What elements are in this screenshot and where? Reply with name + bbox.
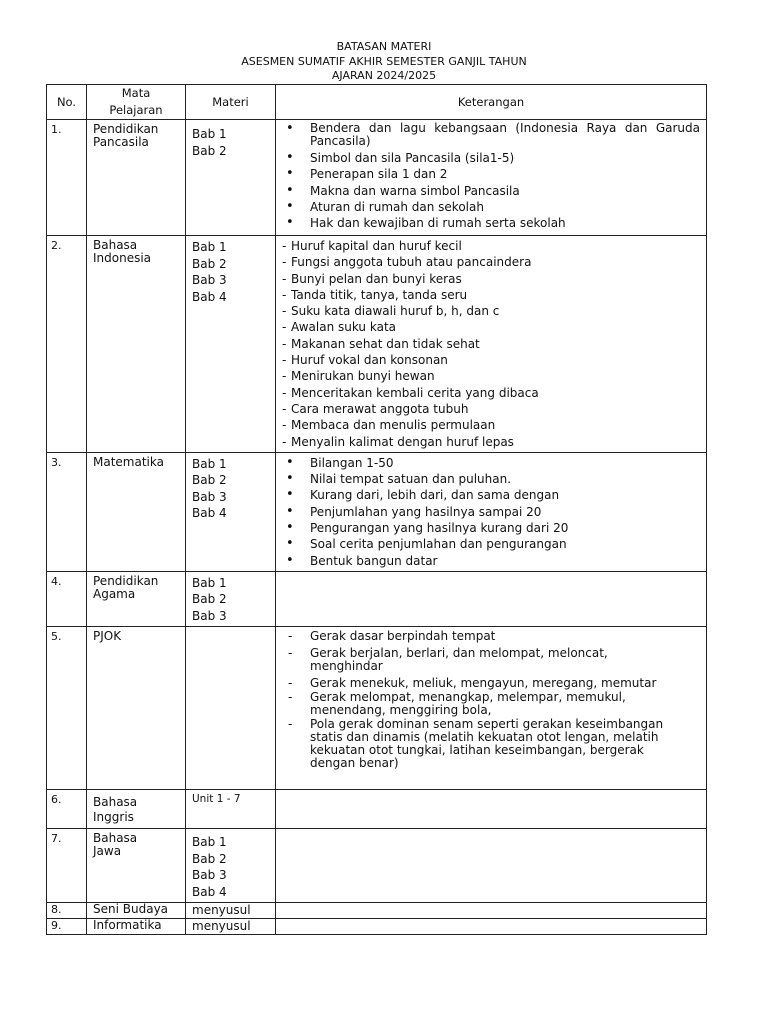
- materi-cell: [186, 627, 276, 790]
- keterangan-list: [284, 455, 700, 569]
- keterangan-cell: [276, 919, 707, 935]
- subject-line: Indonesia: [93, 251, 152, 265]
- keterangan-cell: [276, 120, 707, 236]
- materi-item: Bab 2: [192, 256, 227, 271]
- materi-item: Bab 1: [192, 835, 227, 850]
- table-row: [47, 790, 707, 829]
- keterangan-cell: [276, 627, 707, 790]
- keterangan-item: - Cara merawat anggota tubuh: [282, 401, 700, 417]
- materi-cell: [186, 903, 276, 919]
- materi-item: menyusul: [192, 919, 251, 934]
- keterangan-item: - Menyalin kalimat dengan huruf lepas: [282, 434, 700, 450]
- table-row: [47, 571, 707, 627]
- column-header-mata-pelajaran: [87, 85, 186, 120]
- keterangan-item: - Gerak menekuk, meliuk, mengayun, meregang, memutar: [284, 677, 678, 690]
- keterangan-item: • Makna dan warna simbol Pancasila: [284, 183, 700, 199]
- column-header-no: No.: [47, 85, 87, 120]
- keterangan-list: [282, 238, 700, 450]
- row-number: 9.: [47, 919, 87, 935]
- keterangan-item: - Makanan sehat dan tidak sehat: [282, 336, 700, 352]
- keterangan-item: - Gerak dasar berpindah tempat: [284, 630, 678, 643]
- subject-line: Inggris: [93, 810, 134, 825]
- materi-item: Bab 3: [192, 608, 227, 623]
- row-number: 2.: [47, 236, 87, 453]
- materi-item: Bab 4: [192, 506, 227, 521]
- materi-cell: [186, 236, 276, 453]
- subject-line: Matematika: [93, 454, 164, 469]
- materi-item: Bab 4: [192, 884, 227, 899]
- materi-item: Bab 1: [192, 127, 227, 141]
- subject-cell: [87, 829, 186, 903]
- table-row: [47, 829, 707, 903]
- subject-cell: [87, 452, 186, 571]
- materi-item: menyusul: [192, 903, 251, 918]
- subject-line: Bahasa: [93, 238, 138, 252]
- keterangan-item: - Pola gerak dominan senam seperti gerakan keseimbangan statis dan dinamis (melatih kekuatan otot lengan, melatih kekuatan otot tungkai, latihan keseimbangan, bergerak dengan benar): [284, 718, 678, 770]
- materi-item: Bab 3: [192, 489, 227, 504]
- materi-item: Bab 4: [192, 289, 227, 304]
- column-header-materi: Materi: [186, 85, 276, 120]
- keterangan-item: • Simbol dan sila Pancasila (sila1-5): [284, 150, 700, 166]
- keterangan-item: - Huruf vokal dan konsonan: [282, 352, 700, 368]
- keterangan-item: • Hak dan kewajiban di rumah serta sekolah: [284, 215, 700, 231]
- materi-item: Bab 2: [192, 473, 227, 488]
- column-header-mata-line1: Mata: [121, 86, 151, 100]
- column-header-mata-line2: Pelajaran: [109, 103, 163, 117]
- keterangan-item: • Penjumlahan yang hasilnya sampai 20: [284, 504, 700, 520]
- keterangan-item: - Awalan suku kata: [282, 319, 700, 335]
- keterangan-cell: [276, 903, 707, 919]
- subject-cell: [87, 790, 186, 829]
- subject-cell: [87, 571, 186, 627]
- subject-cell: [87, 120, 186, 236]
- subject-line: Seni Budaya: [93, 902, 169, 917]
- keterangan-cell: [276, 571, 707, 627]
- row-number: 7.: [47, 829, 87, 903]
- keterangan-item: • Kurang dari, lebih dari, dan sama dengan: [284, 487, 700, 503]
- keterangan-item: • Aturan di rumah dan sekolah: [284, 199, 700, 215]
- subject-cell: [87, 919, 186, 935]
- subject-line: Bahasa: [93, 831, 138, 846]
- keterangan-item: - Menceritakan kembali cerita yang dibaca: [282, 385, 700, 401]
- subject-line: Jawa: [93, 844, 122, 859]
- materi-cell: [186, 919, 276, 935]
- materi-item: Bab 1: [192, 456, 227, 471]
- keterangan-item: • Bilangan 1-50: [284, 455, 700, 471]
- keterangan-item: • Penerapan sila 1 dan 2: [284, 166, 700, 182]
- row-number: 4.: [47, 571, 87, 627]
- keterangan-cell: [276, 790, 707, 829]
- keterangan-item: • Soal cerita penjumlahan dan pengurangan: [284, 536, 700, 552]
- subject-line: Pendidikan: [93, 122, 159, 136]
- keterangan-item: • Nilai tempat satuan dan puluhan.: [284, 471, 700, 487]
- keterangan-cell: [276, 452, 707, 571]
- doc-subtitle: ASESMEN SUMATIF AKHIR SEMESTER GANJIL TAHUN: [241, 55, 527, 68]
- keterangan-item: - Gerak berjalan, berlari, dan melompat, meloncat, menghindar: [284, 647, 678, 673]
- table-row: [47, 903, 707, 919]
- materi-item: Bab 2: [192, 851, 227, 866]
- subject-cell: [87, 236, 186, 453]
- keterangan-list: [284, 630, 678, 770]
- table-header-row: [47, 85, 707, 120]
- keterangan-item: • Bendera dan lagu kebangsaan (Indonesia Raya dan Garuda Pancasila): [284, 122, 700, 148]
- table-row: [47, 236, 707, 453]
- keterangan-item: - Fungsi anggota tubuh atau pancaindera: [282, 254, 700, 270]
- doc-title: BATASAN MATERI: [336, 40, 432, 53]
- materi-item: Bab 2: [192, 592, 227, 607]
- row-number: 8.: [47, 903, 87, 919]
- subject-line: Pendidikan: [93, 573, 159, 588]
- doc-subtitle-year: AJARAN 2024/2025: [331, 69, 437, 82]
- keterangan-item: - Huruf kapital dan huruf kecil: [282, 238, 700, 254]
- keterangan-item: - Menirukan bunyi hewan: [282, 368, 700, 384]
- keterangan-item: - Suku kata diawali huruf b, h, dan c: [282, 303, 700, 319]
- row-number: 5.: [47, 627, 87, 790]
- materi-item: Bab 1: [192, 240, 227, 254]
- materi-cell: [186, 829, 276, 903]
- subject-line: Pancasila: [93, 135, 149, 149]
- materi-item: Unit 1 - 7: [192, 793, 241, 806]
- keterangan-item: - Membaca dan menulis permulaan: [282, 417, 700, 433]
- keterangan-cell: [276, 236, 707, 453]
- materi-table: [46, 84, 707, 935]
- materi-item: Bab 3: [192, 273, 227, 287]
- subject-line: Bahasa: [93, 795, 138, 810]
- keterangan-item: • Pengurangan yang hasilnya kurang dari 20: [284, 520, 700, 536]
- subject-cell: [87, 627, 186, 790]
- row-number: 3.: [47, 452, 87, 571]
- table-row: [47, 120, 707, 236]
- subject-line: Informatika: [93, 918, 162, 933]
- keterangan-item: - Bunyi pelan dan bunyi keras: [282, 271, 700, 287]
- row-number: 6.: [47, 790, 87, 829]
- materi-item: Bab 1: [192, 575, 227, 590]
- keterangan-list: [284, 122, 700, 231]
- materi-cell: [186, 571, 276, 627]
- materi-cell: [186, 120, 276, 236]
- subject-line: PJOK: [93, 629, 122, 644]
- table-row: [47, 452, 707, 571]
- table-row: [47, 919, 707, 935]
- materi-item: Bab 2: [192, 143, 227, 158]
- materi-cell: [186, 452, 276, 571]
- materi-cell: [186, 790, 276, 829]
- keterangan-cell: [276, 829, 707, 903]
- row-number: 1.: [47, 120, 87, 236]
- keterangan-item: - Tanda titik, tanya, tanda seru: [282, 287, 700, 303]
- keterangan-item: - Gerak melompat, menangkap, melempar, memukul, menendang, menggiring bola,: [284, 691, 678, 717]
- subject-line: Agama: [93, 586, 136, 601]
- keterangan-item: • Bentuk bangun datar: [284, 553, 700, 569]
- materi-item: Bab 3: [192, 868, 227, 883]
- table-row: [47, 627, 707, 790]
- column-header-keterangan: Keterangan: [276, 85, 707, 120]
- subject-cell: [87, 903, 186, 919]
